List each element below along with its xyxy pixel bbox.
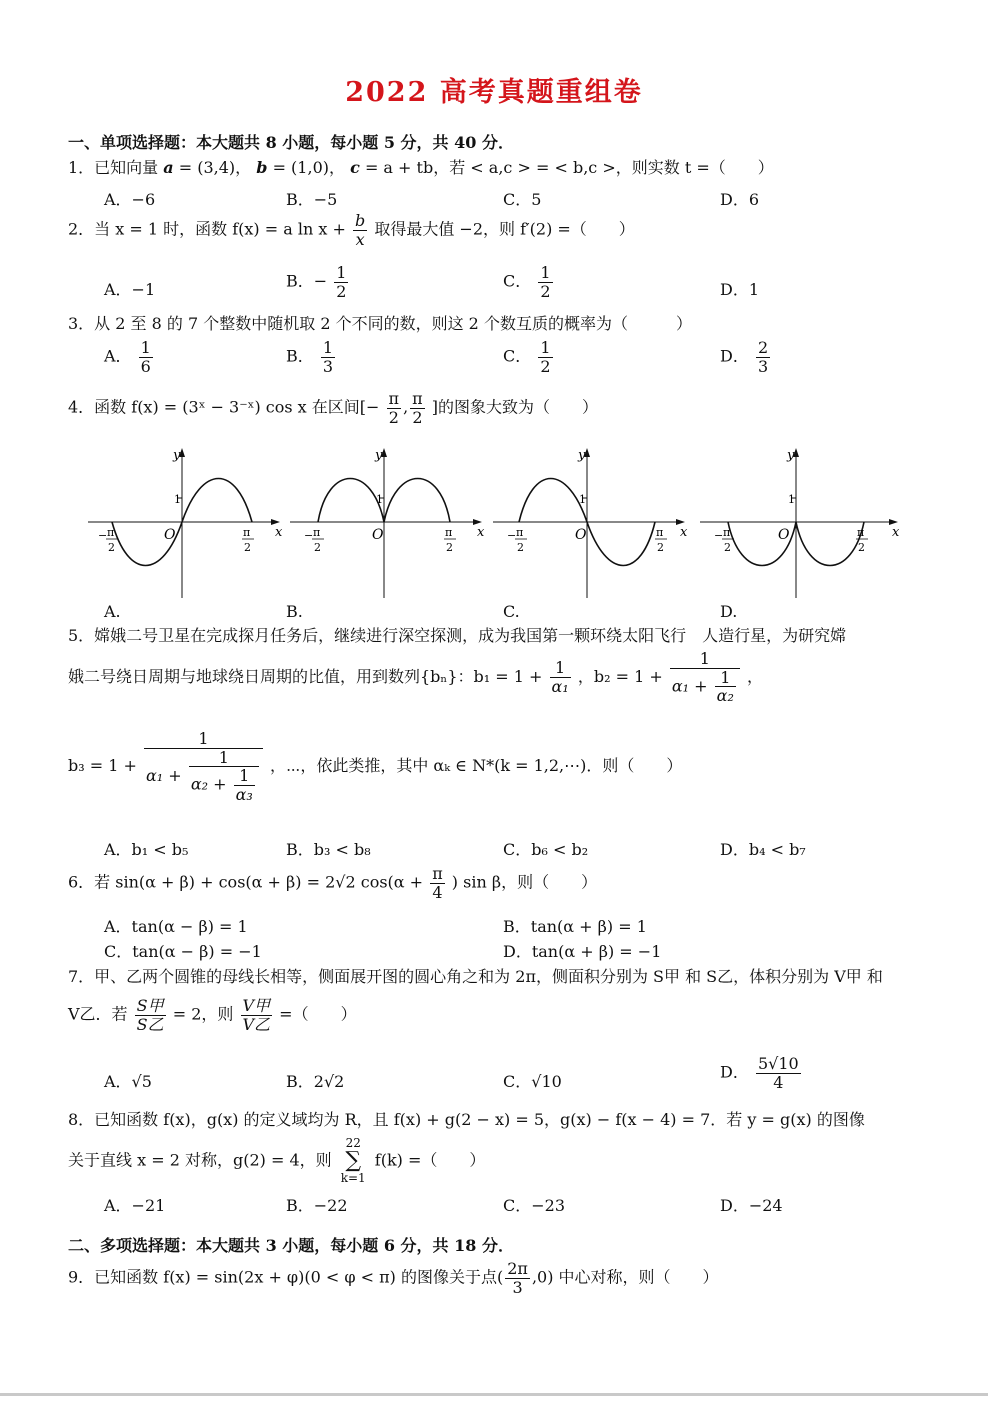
q5-option-a: A．b₁ < b₅	[104, 840, 189, 859]
q6-option-b: B．tan(α + β) = 1	[503, 917, 647, 936]
question-1-stem	[68, 158, 774, 177]
graph-c-svg	[493, 440, 693, 600]
q9-stem-prefix: 9．已知函数 f(x) = sin(2x + φ)(0 < φ < π) 的图像关于点(	[68, 1267, 504, 1287]
q3-option-d	[720, 339, 772, 375]
graph-a-svg	[88, 440, 288, 600]
q7-v-numerator: V甲	[242, 996, 271, 1015]
graph-b-neg-two: 2	[314, 541, 321, 554]
q7-option-d-denominator: 4	[773, 1072, 784, 1092]
q3-option-d-fraction	[756, 339, 770, 375]
q3-option-b-denominator: 3	[322, 356, 334, 376]
q8-option-c: C．−23	[503, 1196, 566, 1215]
vector-b-symbol: b	[256, 158, 268, 177]
question-5-line-2	[68, 650, 763, 705]
q5-b3-numerator: 1	[144, 730, 263, 749]
q5-b1-denominator: α₁	[551, 676, 569, 696]
q8-line2-suffix: f(k) =（ ）	[374, 1150, 486, 1170]
graph-d-y-label: y	[787, 448, 795, 463]
graph-c-origin: O	[575, 527, 587, 543]
graph-a-pos-pi: π	[243, 526, 251, 539]
graph-a-pos-two: 2	[244, 541, 251, 554]
question-5-b3-line	[68, 730, 682, 803]
q8-option-d: D．−24	[720, 1196, 783, 1215]
graph-d-pos-two: 2	[858, 541, 865, 554]
q4-option-b: B.	[286, 602, 303, 621]
q4-option-d: D.	[720, 602, 738, 621]
q4-half-pi-fraction	[410, 390, 425, 426]
graph-a	[88, 440, 288, 600]
q7-s-denominator: S乙	[136, 1014, 164, 1034]
q3-option-c-numerator: 1	[540, 338, 551, 357]
graph-d-x-label: x	[892, 525, 900, 540]
q9-point-fraction	[505, 1260, 530, 1296]
graph-c-x-label: x	[680, 525, 688, 540]
q2-fraction-numerator: b	[354, 211, 366, 230]
q3-option-c-label: C．	[503, 346, 532, 366]
q1-option-b: B．−5	[286, 190, 338, 209]
question-2-stem	[68, 212, 635, 248]
q9-denominator: 3	[512, 1277, 523, 1297]
page-title: 2022 高考真题重组卷	[345, 77, 643, 108]
graph-a-x-label: x	[275, 525, 283, 540]
q7-option-d	[720, 1055, 803, 1091]
q8-summation	[339, 1137, 368, 1185]
q5-b2-inner-numerator: 1	[715, 669, 736, 688]
q5-b1-fraction	[550, 659, 571, 695]
q6-option-a: A．tan(α − β) = 1	[104, 917, 248, 936]
graph-a-one-tick: 1	[174, 493, 181, 506]
q7-option-d-numerator: 5√10	[757, 1054, 799, 1073]
q5-b3-alpha1: α₁ +	[146, 765, 182, 785]
graph-c-neg-pi: π	[516, 526, 524, 539]
question-4-stem	[68, 390, 598, 426]
q7-line2-mid: = 2，则	[172, 1004, 234, 1024]
graph-b-svg	[290, 440, 490, 600]
q7-line2-suffix: =（ ）	[279, 1004, 357, 1024]
q8-sum-lower: k=1	[340, 1171, 366, 1186]
q5-option-b: B．b₃ < b₈	[286, 840, 371, 859]
q3-option-d-numerator: 2	[757, 338, 769, 357]
q5-b3-mid-denominator	[189, 767, 259, 803]
graph-b-y-label: y	[375, 448, 383, 463]
q5-b2-denominator	[670, 669, 740, 705]
q5-b3-fraction	[144, 730, 263, 803]
q2-stem-prefix: 2．当 x = 1 时，函数 f(x) = a ln x +	[68, 219, 346, 239]
q2-option-b-denominator: 2	[336, 281, 347, 301]
q3-option-b-label: B．	[286, 346, 314, 366]
q6-stem-prefix: 6．若 sin(α + β) + cos(α + β) = 2√2 cos(α +	[68, 872, 424, 892]
q4-option-a: A.	[104, 602, 121, 621]
q7-option-a: A．√5	[104, 1072, 152, 1091]
q6-pi-numerator: π	[432, 864, 443, 883]
graph-a-neg-two: 2	[108, 541, 115, 554]
q5-b2-inner-denominator: α₂	[716, 686, 734, 706]
question-3-stem: 3．从 2 至 8 的 7 个整数中随机取 2 个不同的数，则这 2 个数互质的概率为（ ）	[68, 314, 692, 333]
q2-b-over-x-fraction	[353, 212, 367, 248]
graph-a-neg-sign: −	[98, 529, 108, 542]
graph-b-pos-pi: π	[445, 526, 453, 539]
q5-b3-inner-numerator: 1	[234, 767, 255, 786]
q5-b3-mid-numerator: 1	[189, 749, 259, 768]
q8-line2-prefix: 关于直线 x = 2 对称，g(2) = 4，则	[68, 1150, 332, 1170]
q5-b2-numerator: 1	[670, 650, 740, 669]
q5-option-c: C．b₆ < b₂	[503, 840, 589, 859]
q3-option-a-denominator: 6	[140, 356, 151, 376]
q3-option-c	[503, 339, 555, 375]
q2-option-b-numerator: 1	[336, 263, 347, 282]
q5-b3-inner-denominator: α₃	[235, 784, 253, 804]
q5-line2-end: ，	[746, 666, 763, 686]
q8-option-b: B．−22	[286, 1196, 348, 1215]
q2-option-b-fraction	[334, 264, 348, 300]
q9-stem-suffix: ,0) 中心对称，则（ ）	[531, 1267, 719, 1287]
q6-four-denominator: 4	[432, 882, 443, 902]
q5-line2-mid: ，b₂ = 1 +	[577, 666, 663, 686]
q6-stem-suffix: ) sin β，则（ ）	[451, 872, 598, 892]
graph-b-x-label: x	[477, 525, 485, 540]
q1-stem-prefix: 1．已知向量	[68, 158, 159, 177]
graph-b-neg-sign: −	[304, 529, 314, 542]
q7-v-denominator: V乙	[242, 1014, 271, 1034]
q7-option-d-label: D．	[720, 1062, 749, 1082]
q7-option-b: B．2√2	[286, 1072, 345, 1091]
q3-option-c-fraction	[538, 339, 552, 375]
q3-option-b-fraction	[321, 339, 335, 375]
q7-line2-prefix: V乙．若	[68, 1004, 128, 1024]
q5-b2-inner-fraction	[715, 669, 736, 705]
q5-b3-inner-fraction	[234, 767, 255, 803]
section-heading-single-choice: 一、单项选择题：本大题共 8 小题，每小题 5 分，共 40 分．	[68, 133, 514, 152]
question-8-line-1: 8．已知函数 f(x)，g(x) 的定义域均为 R，且 f(x) + g(2 − x) = 5，g(x) − f(x − 4) = 7．若 y = g(x) 的图像	[68, 1110, 865, 1129]
graph-c-pos-two: 2	[657, 541, 664, 554]
q5-b2-fraction	[670, 650, 740, 705]
q6-option-c: C．tan(α − β) = −1	[104, 942, 262, 961]
q4-pi-numerator-2: π	[412, 389, 423, 408]
graph-c-neg-two: 2	[517, 541, 524, 554]
q4-option-c: C.	[503, 602, 520, 621]
q1-option-d: D．6	[720, 190, 760, 209]
q2-option-c	[503, 264, 555, 300]
q1-c-condition: = a + tb，若 < a,c > = < b,c >，则实数 t =（ ）	[364, 158, 774, 177]
q5-b1-numerator: 1	[550, 659, 571, 678]
q4-pi-numerator: π	[388, 389, 400, 408]
q2-option-b-label: B．−	[286, 271, 328, 291]
q1-b-value: = (1,0)，	[272, 158, 345, 177]
question-8-line-2	[68, 1137, 485, 1185]
q4-stem-suffix: ]的图象大致为（ ）	[431, 397, 599, 417]
graph-d-neg-two: 2	[724, 541, 731, 554]
graph-b	[290, 440, 490, 600]
section-heading-multiple-choice: 二、多项选择题：本大题共 3 小题，每小题 6 分，共 18 分．	[68, 1236, 514, 1255]
q3-option-d-denominator: 3	[757, 356, 769, 376]
q5-b3-denominator	[144, 749, 263, 804]
graph-d-pos-pi: π	[857, 526, 865, 539]
graph-c-one-tick: 1	[579, 493, 586, 506]
question-7-line-1: 7．甲、乙两个圆锥的母线长相等，侧面展开图的圆心角之和为 2π，侧面积分别为 S甲 和 S乙，体积分别为 V甲 和	[68, 967, 883, 986]
q7-s-ratio-fraction	[135, 997, 166, 1033]
page-bottom-divider	[0, 1393, 988, 1396]
q5-b3-alpha2: α₂ +	[190, 774, 227, 794]
q3-option-d-label: D．	[720, 346, 749, 366]
vector-c-symbol: c	[350, 158, 360, 177]
q2-option-b	[286, 264, 350, 300]
q5-b2-alpha1: α₁ +	[671, 676, 708, 696]
q3-option-a-numerator: 1	[140, 338, 151, 357]
question-7-line-2	[68, 997, 357, 1033]
vector-a-symbol: a	[163, 158, 174, 177]
graph-c-y-label: y	[578, 448, 586, 463]
graph-d-neg-pi: π	[723, 526, 731, 539]
q5-line2-prefix: 娥二号绕日周期与地球绕日周期的比值，用到数列{bₙ}：b₁ = 1 +	[68, 666, 543, 686]
q3-option-a	[104, 339, 155, 375]
q9-numerator: 2π	[507, 1259, 528, 1278]
q2-option-c-denominator: 2	[540, 281, 551, 301]
graph-b-origin: O	[372, 527, 384, 543]
q2-stem-suffix: 取得最大值 −2，则 f′(2) =（ ）	[374, 219, 635, 239]
q5-b3-prefix: b₃ = 1 +	[68, 756, 137, 776]
graph-d-neg-sign: −	[714, 529, 724, 542]
q3-option-a-label: A．	[104, 346, 132, 366]
q3-option-c-denominator: 2	[540, 356, 551, 376]
q8-sum-upper: 22	[345, 1136, 361, 1150]
q4-two-denominator-2: 2	[412, 407, 423, 427]
graph-d-svg	[700, 440, 910, 600]
q7-v-ratio-fraction	[241, 997, 273, 1033]
q2-option-d: D．1	[720, 280, 760, 299]
graph-b-one-tick: 1	[376, 493, 383, 506]
graph-c-pos-pi: π	[656, 526, 664, 539]
q4-neg-half-pi-fraction	[387, 390, 402, 426]
q3-option-a-fraction	[139, 339, 153, 375]
graph-a-y-label: y	[173, 448, 181, 463]
q2-option-c-fraction	[538, 264, 552, 300]
q2-option-c-numerator: 1	[540, 263, 551, 282]
graph-d-origin: O	[778, 527, 790, 543]
graph-b-pos-two: 2	[446, 541, 453, 554]
q8-option-a: A．−21	[104, 1196, 166, 1215]
question-9-stem	[68, 1260, 719, 1296]
graph-c-neg-sign: −	[507, 529, 517, 542]
q2-option-a: A．−1	[104, 280, 156, 299]
q4-two-denominator: 2	[388, 407, 399, 427]
q6-option-d: D．tan(α + β) = −1	[503, 942, 662, 961]
q2-fraction-denominator: x	[355, 229, 365, 249]
q1-option-a: A．−6	[104, 190, 156, 209]
q8-sum-sign: ∑	[345, 1148, 362, 1174]
q5-b3-suffix: ，⋯，依此类推，其中 αₖ ∈ N*(k = 1,2,⋯)．则（ ）	[269, 756, 683, 776]
q7-option-d-fraction	[756, 1055, 801, 1091]
graph-b-neg-pi: π	[313, 526, 321, 539]
q4-stem-prefix: 4．函数 f(x) = (3ˣ − 3⁻ˣ) cos x 在区间[−	[68, 397, 380, 417]
q2-option-c-label: C．	[503, 271, 532, 291]
graph-d-one-tick: 1	[788, 493, 795, 506]
q7-s-numerator: S甲	[136, 996, 164, 1015]
q3-option-b-numerator: 1	[322, 338, 334, 357]
graph-d	[700, 440, 910, 600]
q1-option-c: C．5	[503, 190, 542, 209]
q3-option-b	[286, 339, 337, 375]
question-6-stem	[68, 865, 597, 901]
q1-a-value: = (3,4)，	[178, 158, 252, 177]
q6-pi-over-4-fraction	[430, 865, 445, 901]
question-5-line-1: 5．嫦娥二号卫星在完成探月任务后，继续进行深空探测，成为我国第一颗环绕太阳飞行 人造行星，为研究嫦	[68, 626, 847, 645]
graph-a-neg-pi: π	[107, 526, 115, 539]
q5-option-d: D．b₄ < b₇	[720, 840, 806, 859]
graph-a-origin: O	[164, 527, 176, 543]
q4-interval-comma: ,	[403, 397, 409, 417]
q5-b3-mid-fraction	[189, 749, 259, 804]
q7-option-c: C．√10	[503, 1072, 562, 1091]
graph-c	[493, 440, 693, 600]
